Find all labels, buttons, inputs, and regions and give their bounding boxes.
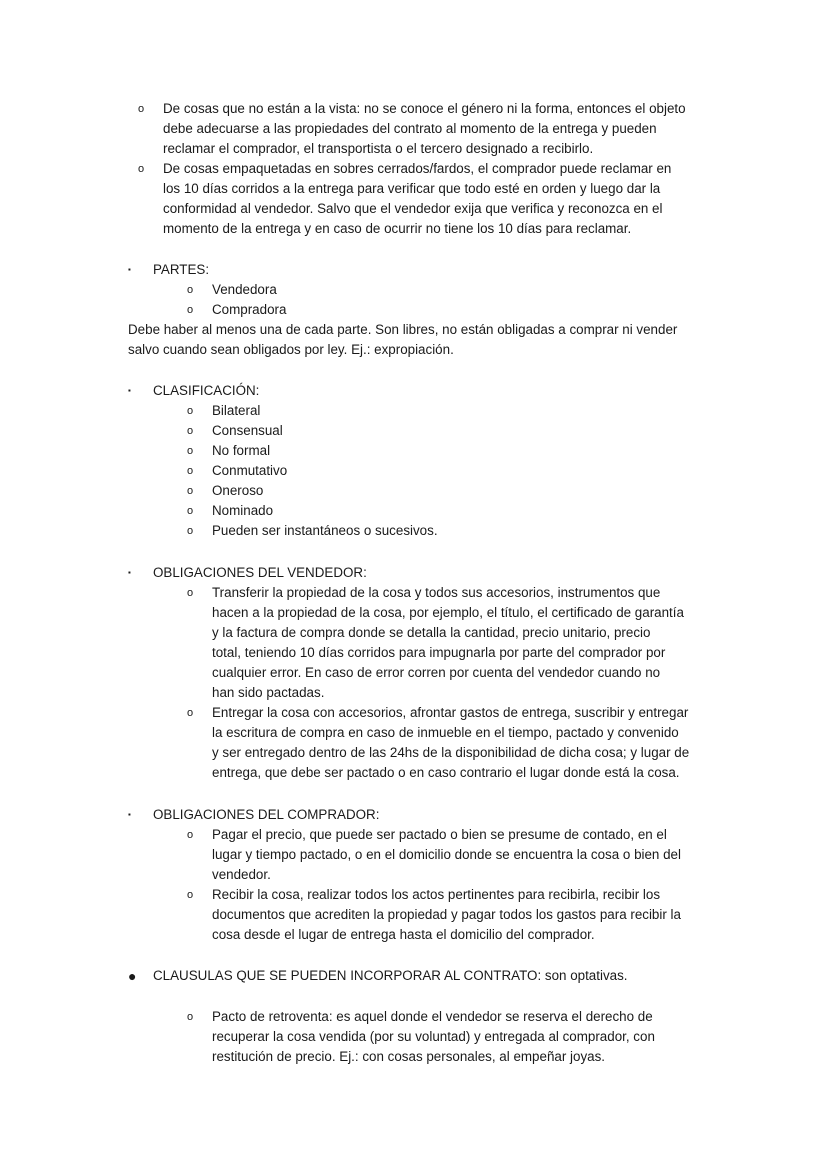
section-heading: OBLIGACIONES DEL VENDEDOR: [153,565,367,580]
partes-note [128,320,677,360]
list-item-label: Compradora [212,302,287,317]
text-line: restitución de precio. Ej.: con cosas personales, al empeñar joyas. [212,1049,605,1064]
list-item [187,521,438,541]
text-line: entrega, que debe ser pactado o en caso contrario el lugar donde está la cosa. [212,765,680,780]
text-line: Entregar la cosa con accesorios, afrontar gastos de entrega, suscribir y entregar [212,705,689,720]
section-heading: CLAUSULAS QUE SE PUEDEN INCORPORAR AL CONTRATO: son optativas. [153,968,628,983]
text-line: cosa desde el lugar de entrega hasta el domicilio del comprador. [212,927,595,942]
section-heading: OBLIGACIONES DEL COMPRADOR: [153,807,380,822]
text-line: De cosas que no están a la vista: no se conoce el género ni la forma, entonces el objeto [163,101,686,116]
circle-bullet-icon: o [187,525,194,537]
section-obligaciones-vendedor [128,563,367,583]
list-item-label: Bilateral [212,403,261,418]
text-line: salvo cuando sean obligados por ley. Ej.: expropiación. [128,342,454,357]
obligaciones-comprador-list [187,825,707,945]
text-line: Recibir la cosa, realizar todos los actos pertinentes para recibirla, recibir los [212,887,661,902]
text-line: y la factura de compra donde se detalla la cantidad, precio unitario, precio [212,625,651,640]
text-line: Pacto de retroventa: es aquel donde el vendedor se reserva el derecho de [212,1009,653,1024]
circle-bullet-icon: o [187,889,194,901]
list-item-label: Pueden ser instantáneos o sucesivos. [212,523,438,538]
circle-bullet-icon: o [187,465,194,477]
list-item [187,401,438,421]
list-item [187,441,438,461]
circle-bullet-icon: o [187,284,194,296]
circle-bullet-icon: o [187,1011,194,1023]
list-item [138,159,698,239]
circle-bullet-icon: o [187,445,194,457]
list-item [187,481,438,501]
list-item [187,885,707,945]
section-heading: PARTES: [153,262,210,277]
text-line: Transferir la propiedad de la cosa y todos sus accesorios, instrumentos que [212,585,661,600]
obligaciones-vendedor-list [187,583,707,783]
square-bullet-icon: ▪ [128,386,131,395]
circle-bullet-icon: o [138,163,145,175]
text-line: lugar y tiempo pactado, o en el domicilio donde se encuentra la cosa o bien del [212,847,681,862]
text-line: documentos que acrediten la propiedad y pagar todos los gastos para recibir la [212,907,681,922]
circle-bullet-icon: o [187,587,194,599]
text-line: han sido pactadas. [212,685,325,700]
square-bullet-icon: ▪ [128,810,131,819]
text-line: De cosas empaquetadas en sobres cerrados/fardos, el comprador puede reclamar en [163,161,672,176]
square-bullet-icon: ▪ [128,568,131,577]
text-line: reclamar el comprador, el transportista o el tercero designado a recibirlo. [163,141,594,156]
circle-bullet-icon: o [187,425,194,437]
text-line: Pagar el precio, que puede ser pactado o bien se presume de contado, en el [212,827,667,842]
text-line: hacen a la propiedad de la cosa, por ejemplo, el título, el certificado de garantía [212,605,684,620]
section-obligaciones-comprador [128,805,379,825]
list-item [138,99,698,159]
disc-bullet-icon: ● [128,968,137,984]
circle-bullet-icon: o [187,707,194,719]
intro-list [138,99,698,239]
circle-bullet-icon: o [187,505,194,517]
list-item-label: Consensual [212,423,283,438]
list-item [187,583,707,703]
list-item-label: No formal [212,443,271,458]
square-bullet-icon: ▪ [128,265,131,274]
circle-bullet-icon: o [187,405,194,417]
list-item-label: Nominado [212,503,274,518]
text-line: recuperar la cosa vendida (por su voluntad) y entregada al comprador, con [212,1029,655,1044]
circle-bullet-icon: o [187,304,194,316]
section-partes [128,260,209,280]
list-item-label: Conmutativo [212,463,288,478]
text-line: momento de la entrega y en caso de ocurrir no tiene los 10 días para reclamar. [163,221,632,236]
circle-bullet-icon: o [187,485,194,497]
text-line: los 10 días corridos a la entrega para verificar que todo esté en orden y luego dar la [163,181,661,196]
circle-bullet-icon: o [187,829,194,841]
text-line: cualquier error. En caso de error corren por cuenta del vendedor cuando no [212,665,661,680]
text-line: Debe haber al menos una de cada parte. Son libres, no están obligadas a comprar ni vender [128,322,678,337]
text-line: conformidad al vendedor. Salvo que el vendedor exija que verifica y reconozca en el [163,201,663,216]
list-item [187,703,707,783]
list-item [187,501,438,521]
partes-list [187,280,286,320]
text-line: la escritura de compra en caso de inmueble en el tiempo, pactado y convenido [212,725,679,740]
list-item [187,421,438,441]
list-item [187,1007,707,1067]
text-line: total, teniendo 10 días corridos para impugnarla por parte del comprador por [212,645,666,660]
clausulas-list [187,1007,707,1067]
list-item-label: Vendedora [212,282,277,297]
text-line: y ser entregado dentro de las 24hs de la disponibilidad de dicha cosa; y lugar de [212,745,690,760]
list-item [187,461,438,481]
circle-bullet-icon: o [138,103,145,115]
list-item-label: Oneroso [212,483,264,498]
section-clasificacion [128,381,259,401]
section-clausulas [128,966,628,986]
text-line: debe adecuarse a las propiedades del contrato al momento de la entrega y pueden [163,121,657,136]
section-heading: CLASIFICACIÓN: [153,383,260,398]
list-item [187,300,286,320]
list-item [187,825,707,885]
text-line: vendedor. [212,867,271,882]
list-item [187,280,286,300]
clasificacion-list [187,401,438,541]
